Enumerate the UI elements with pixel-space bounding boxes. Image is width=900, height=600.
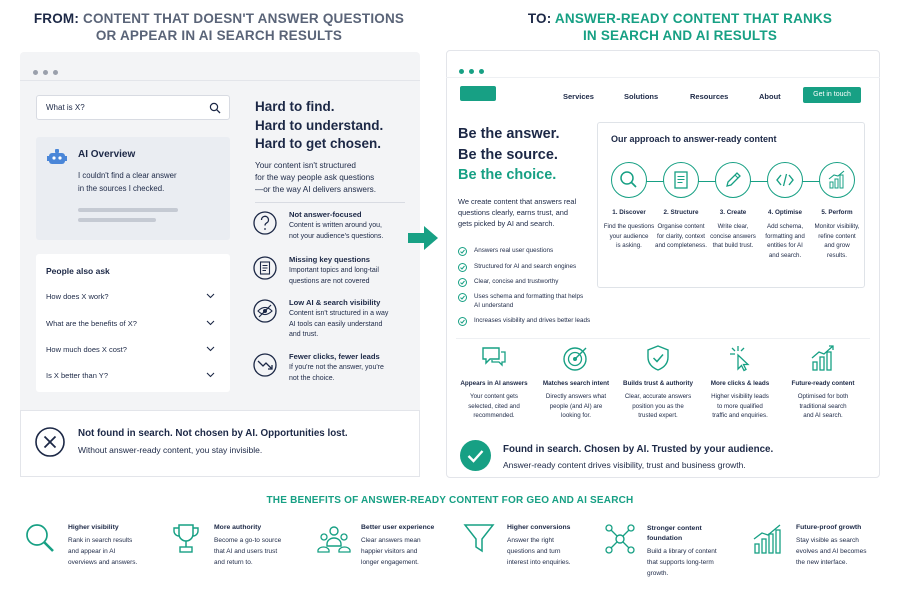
to-header: TO: ANSWER-READY CONTENT THAT RANKS IN SEARCH AND AI RESULTS [527,11,833,43]
target-icon [562,344,590,372]
code-icon [767,162,803,198]
robot-icon [46,147,68,169]
check-circle-icon [459,439,492,472]
paa-item[interactable] [46,344,216,358]
search-icon [24,522,56,556]
window-dots [33,62,63,80]
trophy-icon [170,522,202,556]
paa-question: What are the benefits of X? [46,319,137,328]
check-circle-icon [458,263,467,272]
search-input[interactable]: What is X? [46,103,85,112]
eye-off-icon [252,298,278,324]
nav-item-about[interactable]: About [759,92,781,101]
paa-question: Is X better than Y? [46,371,108,380]
paa-question: How does X work? [46,292,109,301]
users-icon [317,522,351,556]
search-bar[interactable] [36,95,230,120]
chat-icon [480,344,508,370]
paa-item[interactable] [46,370,216,384]
funnel-icon [463,522,495,556]
arrow-right-icon [406,224,440,252]
benefits-title: THE BENEFITS OF ANSWER-READY CONTENT FOR GEO AND AI SEARCH [266,495,634,506]
right-result-title: Found in search. Chosen by AI. Trusted by your audience. [503,444,774,455]
placeholder-line [78,218,156,222]
left-headline: Hard to find. Hard to understand. Hard to get chosen. [255,99,384,151]
chevron-down-icon[interactable] [206,320,215,326]
question-icon [252,210,278,236]
left-result-box [20,410,420,477]
right-result-sub: Answer-ready content drives visibility, trust and business growth. [503,460,746,470]
bar-chart-icon [752,522,784,556]
right-headline: Be the answer. Be the source. Be the choice. [458,126,560,183]
window-divider [20,80,420,81]
paa-title: People also ask [46,266,110,276]
ai-overview-title: AI Overview [78,149,136,160]
from-header: FROM: CONTENT THAT DOESN'T ANSWER QUESTIONS OR APPEAR IN AI SEARCH RESULTS [33,11,405,43]
cursor-click-icon [727,344,753,372]
ai-overview-card [36,137,230,240]
network-icon [603,522,637,556]
search-icon [611,162,647,198]
nav-item-services[interactable]: Services [563,92,594,101]
left-result-sub: Without answer-ready content, you stay invisible. [78,445,263,455]
paa-item[interactable] [46,291,216,305]
left-intro: Your content isn't structured for the way people ask questions —or the way AI delivers answers. [255,161,377,194]
left-result-title: Not found in search. Not chosen by AI. Opportunities lost. [78,428,348,439]
check-circle-icon [458,293,467,302]
search-icon[interactable] [209,102,221,114]
paa-item[interactable] [46,318,216,332]
check-circle-icon [458,247,467,256]
right-intro: We create content that answers real questions clearly, earns trust, and gets picked by AI and search. [458,197,577,228]
chevron-down-icon[interactable] [206,293,215,299]
approach-card [597,122,865,288]
ai-overview-line1: I couldn't find a clear answer [78,171,177,180]
bar-chart-icon [819,162,855,198]
bar-chart-icon [809,344,837,372]
shield-check-icon [645,344,671,372]
placeholder-line [78,208,178,212]
site-logo[interactable] [460,86,496,101]
divider [255,202,405,203]
nav-item-solutions[interactable]: Solutions [624,92,659,101]
document-icon [252,255,278,281]
pencil-icon [715,162,751,198]
ai-overview-line2: in the sources I checked. [78,184,165,193]
get-in-touch-button[interactable]: Get in touch [803,87,861,103]
document-icon [663,162,699,198]
chevron-down-icon[interactable] [206,346,215,352]
window-divider [446,77,880,78]
check-circle-icon [458,317,467,326]
trend-down-icon [252,352,278,378]
approach-title: Our approach to answer-ready content [611,134,777,144]
check-circle-icon [458,278,467,287]
nav-item-resources[interactable]: Resources [690,92,729,101]
paa-question: How much does X cost? [46,345,127,354]
x-circle-icon [34,426,66,458]
chevron-down-icon[interactable] [206,372,215,378]
feature-divider [456,338,870,339]
